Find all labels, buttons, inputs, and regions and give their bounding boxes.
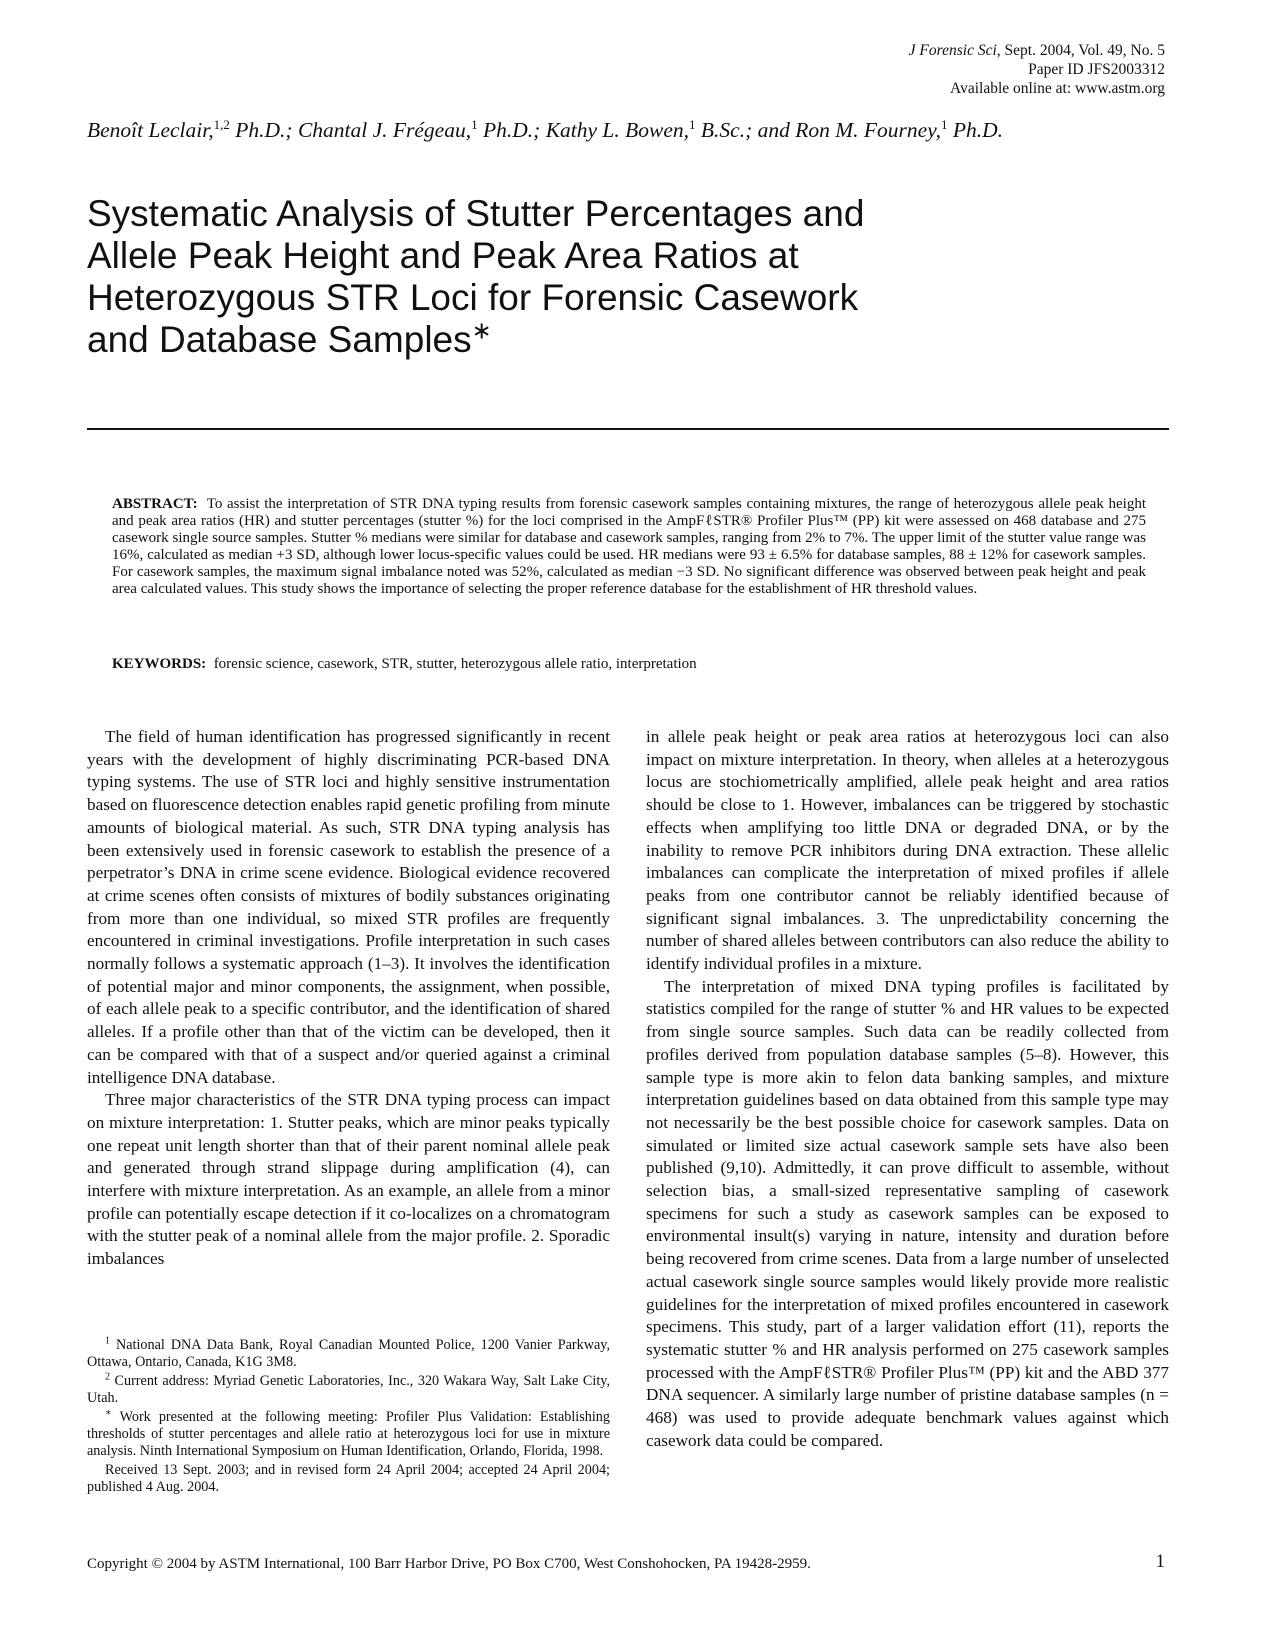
author-name: Ron M. Fourney, bbox=[795, 118, 941, 142]
author-list bbox=[87, 118, 1187, 143]
journal-name: J Forensic Sci bbox=[908, 42, 997, 59]
footnote-text: Work presented at the following meeting: Profiler Plus Validation: Establishing thresholds of stutter percentages and allele ratio at heterozygous loci for use in mixture analysis. Ninth International Symposium on Human Identification, Orlando, Florida, 1998. bbox=[87, 1409, 610, 1459]
author bbox=[298, 118, 546, 142]
footnote bbox=[87, 1373, 610, 1407]
author-degree: B.Sc.; and bbox=[695, 118, 796, 142]
footnote-mark: 2 bbox=[105, 1371, 110, 1383]
body-paragraph: The interpretation of mixed DNA typing profiles is facilitated by statistics compiled for the range of stutter % and HR values to be expected from single source samples. Such data can be readily collected from profiles derived from population database samples (5–8). However, this sample type is more akin to felon data banking samples, and mixture interpretation guidelines based on data obtained from this sample type may not necessarily be the best possible choice for casework samples. Data on simulated or limited size actual casework sample sets have also been published (9,10). Admittedly, it can prove difficult to assemble, without selection bias, a small-sized representative sampling of casework specimens for such a study as casework samples can be exposed to environmental insult(s) varying in nature, intensity and duration before being recovered from crime scenes. Data from a large number of unselected actual casework single source samples would likely provide more realistic guidelines for the interpretation of mixed profiles encountered in casework specimens. This study, part of a larger validation effort (11), reports the systematic stutter % and HR analysis performed on 275 casework samples processed with the AmpFℓSTR® Profiler Plus™ (PP) kit and the ABD 377 DNA sequencer. A similarly large number of pristine database samples (n = 468) was used to provide adequate benchmark values against which casework data could be compared. bbox=[646, 976, 1169, 1450]
copyright-notice: Copyright © 2004 by ASTM International, 100 Barr Harbor Drive, PO Box C700, West Conshohocken, PA 19428-2959. bbox=[87, 1556, 811, 1572]
received-note bbox=[87, 1462, 610, 1496]
journal-header bbox=[909, 41, 1165, 98]
paper-title bbox=[87, 193, 927, 361]
author-name: Benoît Leclair, bbox=[87, 118, 214, 142]
journal-issue: , Sept. 2004, Vol. 49, No. 5 bbox=[996, 42, 1165, 59]
keywords-label: KEYWORDS: bbox=[112, 656, 207, 672]
footnote bbox=[87, 1409, 610, 1460]
body-paragraph: The field of human identification has progressed significantly in recent years with the development of highly discriminating PCR-based DNA typing systems. The use of STR loci and highly sensitive instrumentation based on fluorescence detection enables rapid genetic profiling from minute amounts of biological material. As such, STR DNA typing analysis has been extensively used in forensic casework to establish the presence of a perpetrator’s DNA in crime scene evidence. Biological evidence recovered at crime scenes often consists of mixtures of bodily substances originating from more than one individual, so mixed STR profiles are frequently encountered in criminal investigations. Profile interpretation in such cases normally follows a systematic approach (1–3). It involves the identification of potential major and minor components, the assignment, when possible, of each allele peak to a specific contributor, and the identification of shared alleles. If a profile other than that of the victim can be developed, then it can be compared with that of a suspect and/or queried against a criminal intelligence DNA database. bbox=[87, 727, 610, 1087]
title-footnote-mark: ∗ bbox=[471, 317, 492, 345]
paper-id: Paper ID JFS2003312 bbox=[1028, 61, 1165, 78]
title-line-text: and Database Samples bbox=[87, 319, 472, 360]
author bbox=[87, 118, 298, 142]
author-affiliation: 1 bbox=[940, 116, 948, 132]
author bbox=[795, 118, 1003, 142]
journal-citation bbox=[909, 41, 1165, 60]
author-affiliation: 1 bbox=[471, 116, 478, 132]
author-affiliation: 1,2 bbox=[213, 116, 230, 132]
title-line bbox=[87, 319, 927, 361]
title-line: Systematic Analysis of Stutter Percentages and bbox=[87, 193, 865, 234]
title-line: Heterozygous STR Loci for Forensic Casework bbox=[87, 277, 859, 318]
title-line: Allele Peak Height and Peak Area Ratios at bbox=[87, 235, 799, 276]
keywords bbox=[112, 656, 1146, 673]
abstract-text: To assist the interpretation of STR DNA typing results from forensic casework samples containing mixtures, the range of heterozygous allele peak height and peak area ratios (HR) and stutter percentages (stutter %) for the loci comprised in the AmpFℓSTR® Profiler Plus™ (PP) kit were assessed on 468 database and 275 casework single source samples. Stutter % medians were similar for database and casework samples, ranging from 2% to 7%. The upper limit of the stutter value range was 16%, calculated as median +3 SD, although lower locus-specific values could be used. HR medians were 93 ± 6.5% for database samples, 88 ± 12% for casework samples. For casework samples, the maximum signal imbalance noted was 52%, calculated as median −3 SD. No significant difference was observed between peak height and peak area calculated values. This study shows the importance of selecting the proper reference database for the establishment of HR threshold values. bbox=[112, 496, 1146, 597]
footnote-text: Current address: Myriad Genetic Laboratories, Inc., 320 Wakara Way, Salt Lake City, Utah. bbox=[87, 1373, 610, 1406]
body-column-right bbox=[646, 726, 1169, 1453]
author-degree: Ph.D.; bbox=[477, 118, 546, 142]
author-degree: Ph.D. bbox=[947, 118, 1003, 142]
footnote-text: National DNA Data Bank, Royal Canadian Mounted Police, 1200 Vanier Parkway, Ottawa, Ontario, Canada, K1G 3M8. bbox=[87, 1337, 610, 1370]
author bbox=[546, 118, 796, 142]
body-column-left bbox=[87, 726, 610, 1271]
abstract-label: ABSTRACT: bbox=[112, 496, 198, 512]
footnote-mark: ∗ bbox=[105, 1407, 112, 1419]
footnotes bbox=[87, 1337, 610, 1498]
title-divider bbox=[87, 428, 1169, 430]
available-online: Available online at: www.astm.org bbox=[950, 80, 1165, 97]
page-number: 1 bbox=[1155, 1551, 1165, 1572]
author-affiliation: 1 bbox=[689, 116, 696, 132]
body-paragraph: Three major characteristics of the STR DNA typing process can impact on mixture interpretation: 1. Stutter peaks, which are minor peaks typically one repeat unit length shorter than that of their parent nominal allele peak and generated through strand slippage during amplification (4), can interfere with mixture interpretation. As an example, an allele from a minor profile can potentially escape detection if it co-localizes on a chromatogram with the stutter peak of a nominal allele from the major profile. 2. Sporadic imbalances bbox=[87, 1090, 610, 1269]
author-name: Chantal J. Frégeau, bbox=[297, 118, 472, 142]
footnote bbox=[87, 1337, 610, 1371]
keywords-text: forensic science, casework, STR, stutter, heterozygous allele ratio, interpretation bbox=[213, 656, 697, 672]
author-name: Kathy L. Bowen, bbox=[545, 118, 690, 142]
footnote-mark: 1 bbox=[105, 1335, 110, 1347]
author-degree: Ph.D.; bbox=[229, 118, 298, 142]
body-paragraph: in allele peak height or peak area ratios at heterozygous loci can also impact on mixture interpretation. In theory, when alleles at a heterozygous locus are stochiometrically amplified, allele peak height and area ratios should be close to 1. However, imbalances can be triggered by stochastic effects when amplifying too little DNA or degraded DNA, or by the inability to remove PCR inhibitors during DNA extraction. These allelic imbalances can complicate the interpretation of mixed profiles if allele peaks from one contributor cannot be reliably identified because of significant signal imbalances. 3. The unpredictability concerning the number of shared alleles between contributors can also reduce the ability to identify individual profiles in a mixture. bbox=[646, 727, 1169, 974]
received-text: Received 13 Sept. 2003; and in revised form 24 April 2004; accepted 24 April 2004; published 4 Aug. 2004. bbox=[87, 1462, 610, 1495]
abstract bbox=[112, 496, 1146, 598]
